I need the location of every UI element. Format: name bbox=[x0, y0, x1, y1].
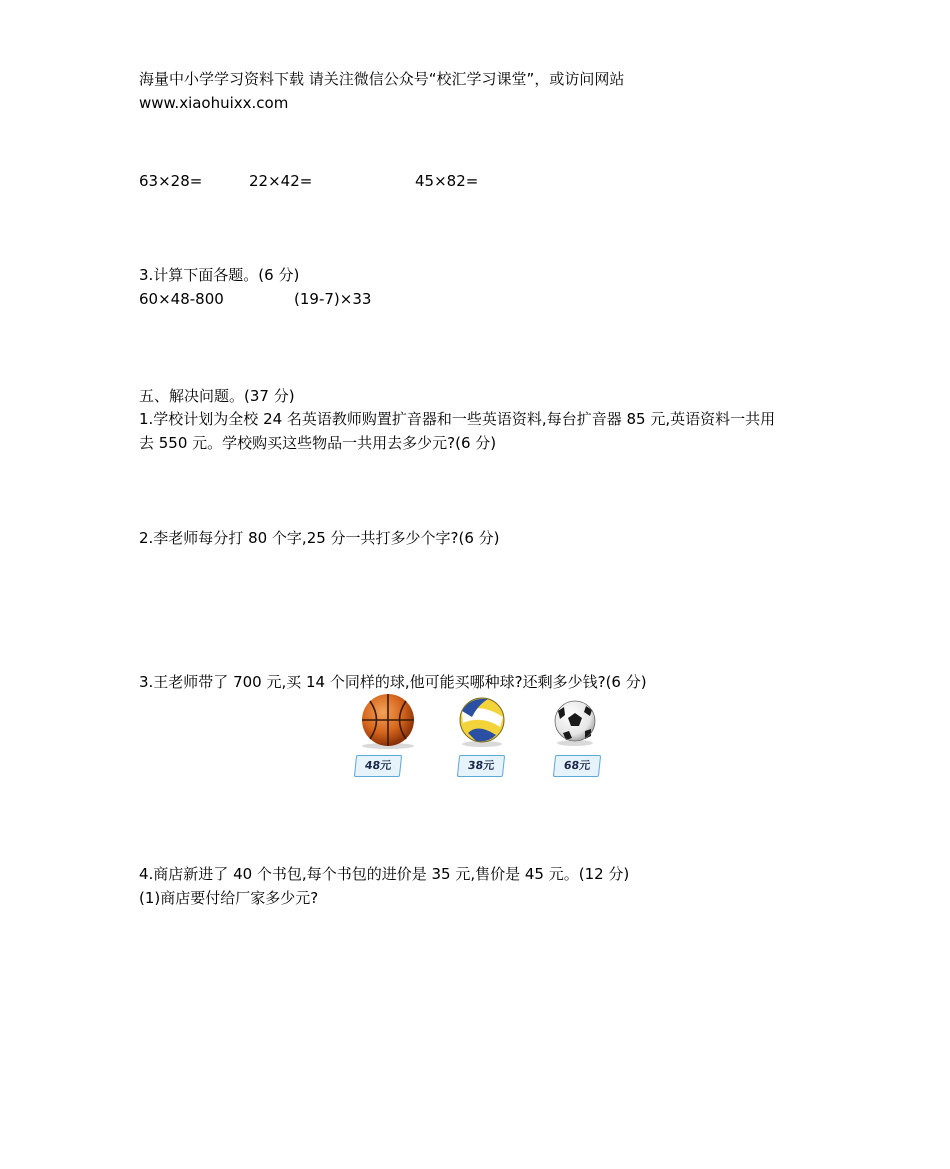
section3-title: 3.计算下面各题。(6 分) bbox=[139, 266, 300, 284]
question-1-line-2: 去 550 元。学校购买这些物品一共用去多少元?(6 分) bbox=[139, 434, 497, 452]
calc-item-2: 22×42= bbox=[249, 172, 313, 190]
question-3: 3.王老师带了 700 元,买 14 个同样的球,他可能买哪种球?还剩多少钱?(6 分) bbox=[139, 673, 647, 691]
basketball-item bbox=[345, 693, 435, 773]
section3-expr-1: 60×48-800 bbox=[139, 290, 224, 308]
volleyball-icon bbox=[448, 693, 518, 749]
header-notice: 海量中小学学习资料下载 请关注微信公众号“校汇学习课堂”，或访问网站 bbox=[139, 70, 625, 88]
question-4: 4.商店新进了 40 个书包,每个书包的进价是 35 元,售价是 45 元。(12 分) bbox=[139, 865, 630, 883]
section3-expr-2: (19-7)×33 bbox=[294, 290, 372, 308]
basketball-icon bbox=[353, 693, 423, 749]
soccer-ball-price-tag: 68元 bbox=[553, 755, 601, 777]
soccer-ball-icon bbox=[545, 693, 615, 749]
calc-item-1: 63×28= bbox=[139, 172, 203, 190]
header-website: www.xiaohuixx.com bbox=[139, 94, 289, 112]
question-2: 2.李老师每分打 80 个字,25 分一共打多少个字?(6 分) bbox=[139, 529, 500, 547]
question-4-part-1: (1)商店要付给厂家多少元? bbox=[139, 889, 319, 907]
volleyball-price-tag: 38元 bbox=[457, 755, 505, 777]
section5-title: 五、解决问题。(37 分) bbox=[139, 387, 295, 405]
calc-item-3: 45×82= bbox=[415, 172, 479, 190]
question-1-line-1: 1.学校计划为全校 24 名英语教师购置扩音器和一些英语资料,每台扩音器 85 元,英语资料一共用 bbox=[139, 410, 776, 428]
soccer-ball-item bbox=[545, 693, 635, 773]
basketball-price-tag: 48元 bbox=[354, 755, 402, 777]
volleyball-item bbox=[446, 693, 536, 773]
